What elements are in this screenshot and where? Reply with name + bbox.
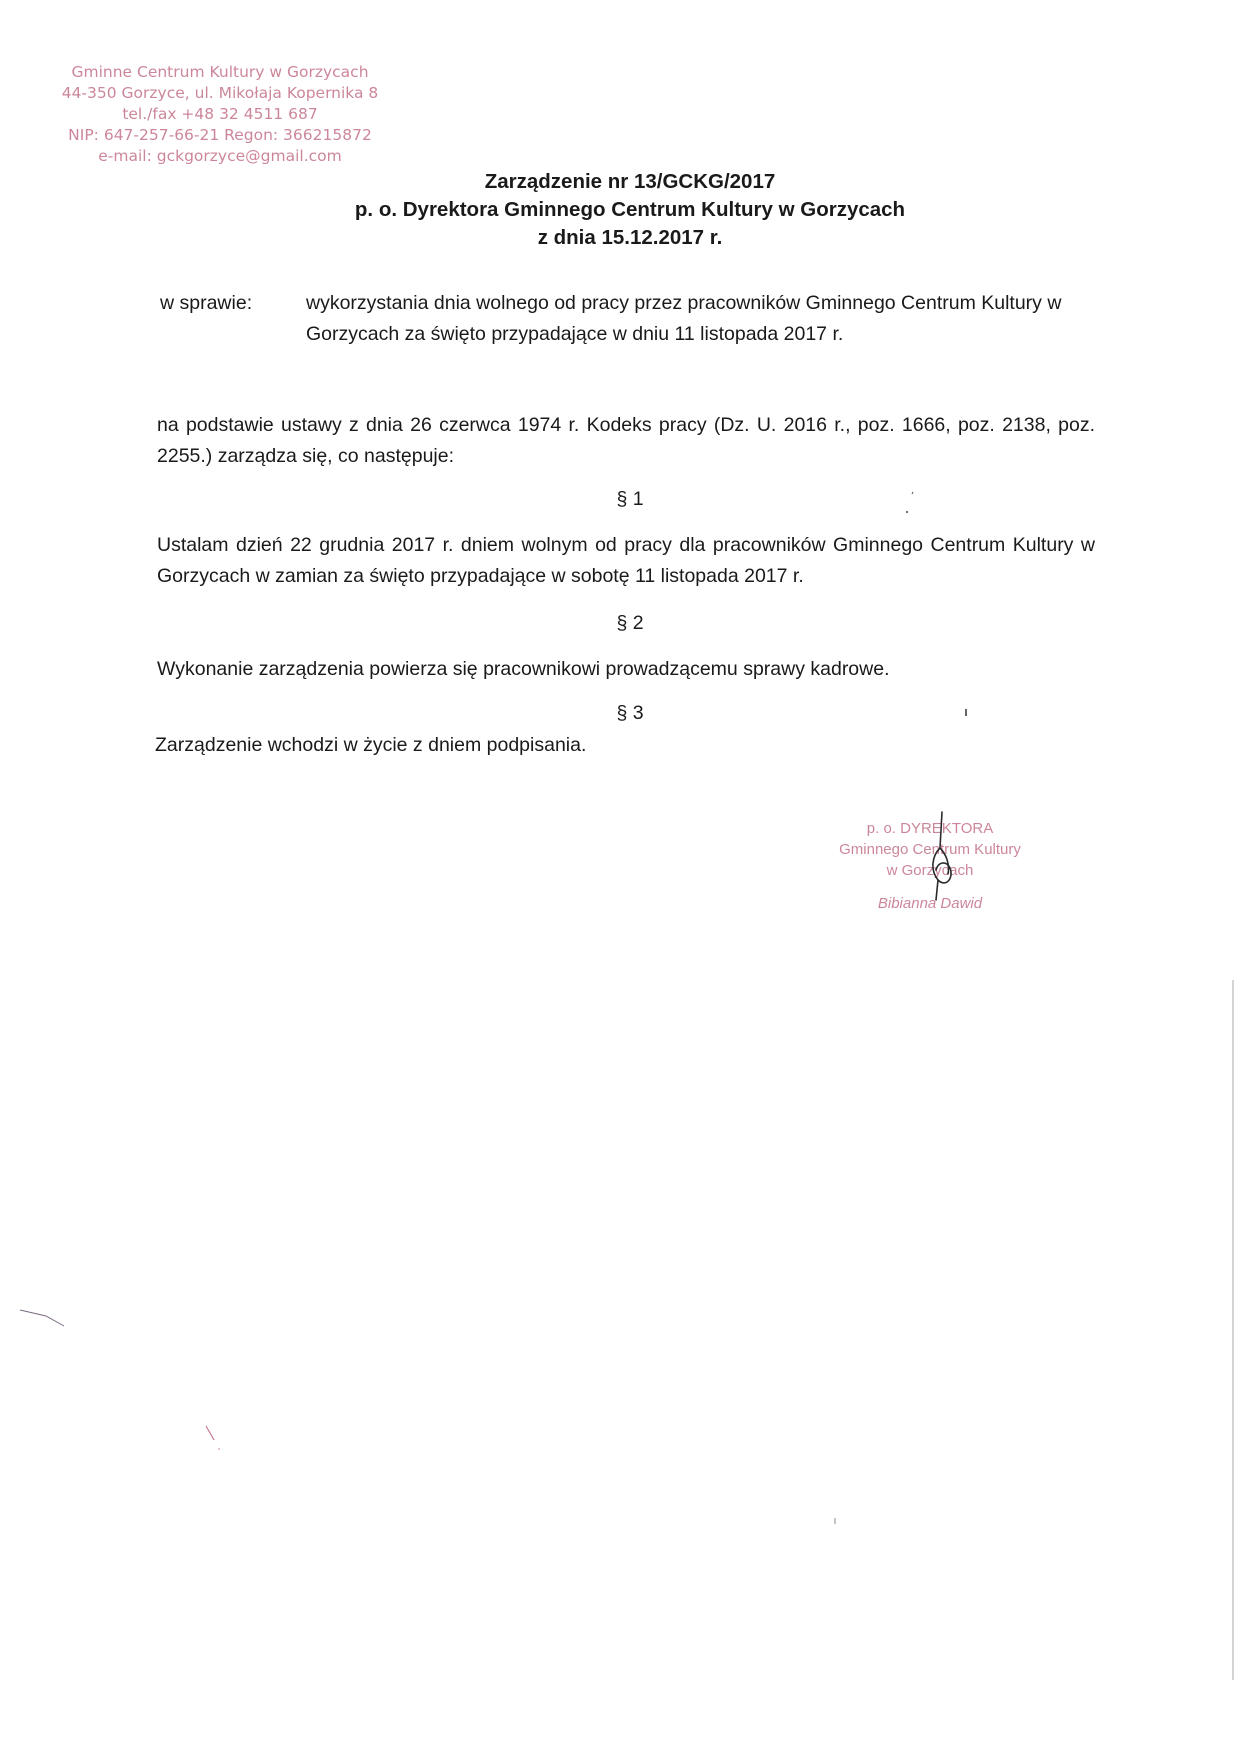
director-stamp-title: p. o. DYREKTORA: [866, 820, 994, 837]
section-2-mark: § 2: [616, 612, 644, 634]
legal-basis-paragraph: na podstawie ustawy z dnia 26 czerwca 1974 r. Kodeks pracy (Dz. U. 2016 r., poz. 1666, poz. 2138, poz. 2255.) zarządza się, co następuje:: [157, 414, 1095, 467]
stamp-line-nip: NIP: 647-257-66-21 Regon: 366215872: [68, 126, 372, 144]
stamp-line-email: e-mail: gckgorzyce@gmail.com: [98, 147, 342, 165]
section-2-text: Wykonanie zarządzenia powierza się pracownikowi prowadzącemu sprawy kadrowe.: [157, 658, 890, 680]
scan-speck-1: [905, 488, 915, 518]
director-stamp-name: Bibianna Dawid: [877, 895, 983, 912]
scan-speck-2: [963, 707, 969, 719]
director-stamp-city: w Gorzycach: [886, 862, 974, 879]
scan-edge-right: [1230, 980, 1236, 1680]
scan-mark-pink: [202, 1424, 226, 1454]
section-3-mark: § 3: [616, 702, 644, 724]
section-3-text: Zarządzenie wchodzi w życie z dniem podpisania.: [155, 734, 587, 756]
section-1-mark: § 1: [616, 488, 644, 510]
stamp-line-phone: tel./fax +48 32 4511 687: [122, 105, 318, 123]
subject-label: w sprawie:: [160, 292, 253, 314]
scan-mark-left: [18, 1306, 68, 1330]
document-date: z dnia 15.12.2017 r.: [537, 226, 723, 249]
handwritten-signature: [910, 808, 970, 908]
document-title: Zarządzenie nr 13/GCKG/2017: [484, 170, 776, 193]
organization-stamp: [30, 62, 410, 167]
scan-speck-3: [832, 1516, 838, 1528]
stamp-line-address: 44-350 Gorzyce, ul. Mikołaja Kopernika 8: [61, 84, 379, 102]
document-header: [0, 168, 1240, 252]
section-1-text: Ustalam dzień 22 grudnia 2017 r. dniem wolnym od pracy dla pracowników Gminnego Centrum Kultury w Gorzycach w zamian za święto przypadające w sobotę 11 listopada 2017 r.: [157, 534, 1095, 587]
subject-text: wykorzystania dnia wolnego od pracy przez pracowników Gminnego Centrum Kultury w Gorzycach za święto przypadające w dniu 11 listopada 2017 r.: [306, 292, 1062, 345]
document-subtitle: p. o. Dyrektora Gminnego Centrum Kultury w Gorzycach: [354, 198, 906, 221]
stamp-line-name: Gminne Centrum Kultury w Gorzycach: [71, 63, 369, 81]
director-stamp-org: Gminnego Centrum Kultury: [839, 841, 1021, 858]
